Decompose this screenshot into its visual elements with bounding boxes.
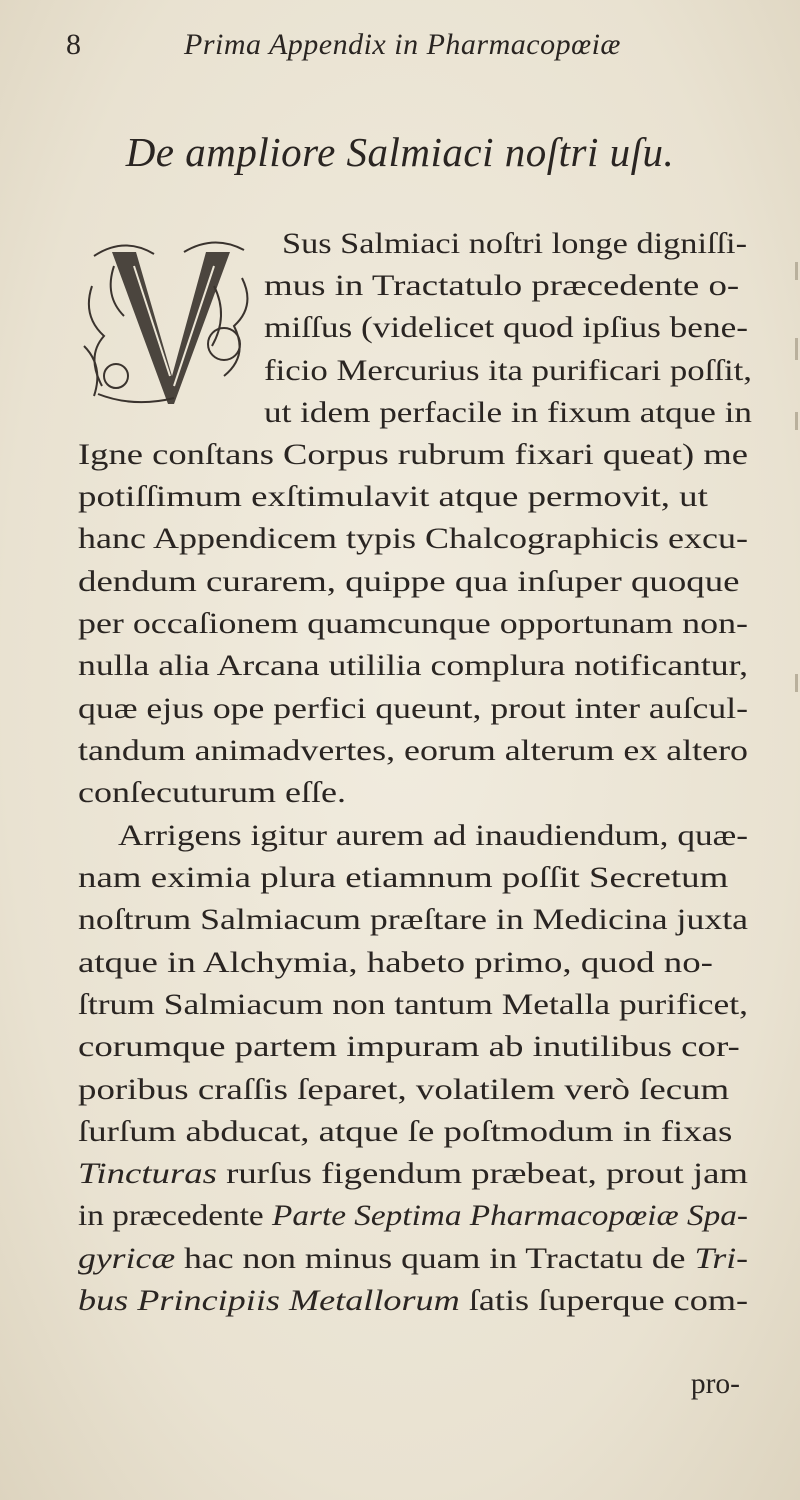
text-segment: gyricæ [78, 1243, 176, 1275]
text-segment: in præcedente [78, 1200, 273, 1232]
text-segment: hac non minus quam in Tractatu de [175, 1243, 695, 1275]
text-segment: Tri- [694, 1243, 748, 1275]
text-line [78, 652, 748, 682]
text-line [78, 737, 748, 767]
text-segment: hanc Appendicem typis Chalcographicis excu- [78, 523, 748, 555]
text-line [264, 399, 752, 429]
text-segment: dendum curarem, quippe qua inſuper quoque [78, 566, 740, 598]
text-segment: Arrigens igitur aurem ad inaudiendum, quæ- [118, 820, 748, 852]
text-line [78, 441, 748, 471]
text-segment: tandum animadvertes, eorum alterum ex altero [78, 735, 748, 767]
decorated-initial-v-icon [74, 226, 262, 416]
text-segment: Parte Septima Pharmacopœiæ Spa- [272, 1200, 748, 1232]
text-segment: quæ ejus ope perfici queunt, prout inter auſcul- [78, 693, 749, 725]
text-segment: ſatis ſuperque com- [459, 1285, 748, 1317]
text-segment: noſtrum Salmiacum præſtare in Medicina juxta [78, 904, 748, 936]
text-line [78, 483, 708, 513]
text-line [78, 864, 728, 894]
text-segment: ſtrum Salmiacum non tantum Metalla purificet, [78, 989, 748, 1021]
text-segment: ut idem perfacile in fixum atque in [264, 397, 752, 429]
text-line [78, 949, 713, 979]
text-segment: ficio Mercurius ita purificari poſſit, [264, 355, 752, 387]
text-segment: corumque partem impuram ab inutilibus cor- [78, 1031, 740, 1063]
text-segment: conſecuturum eſſe. [78, 777, 346, 809]
page-edge-mark [795, 412, 798, 430]
text-segment: per occaſionem quamcunque opportunam non- [78, 608, 748, 640]
text-segment: Igne conſtans Corpus rubrum fixari queat) me [78, 439, 749, 471]
text-line [78, 695, 748, 725]
text-segment: nam eximia plura etiamnum poſſit Secretum [78, 862, 729, 894]
text-line [264, 314, 748, 344]
text-segment: miſſus (videlicet quod ipſius bene- [264, 312, 748, 344]
page-edge-mark [795, 262, 798, 280]
text-segment: nulla alia Arcana utililia complura notificantur, [78, 650, 748, 682]
text-line [78, 1202, 748, 1232]
text-line [78, 991, 748, 1021]
text-line [78, 1118, 732, 1148]
text-line [282, 230, 747, 260]
running-title: Prima Appendix in Pharmacopœiæ [184, 28, 621, 61]
page-header [66, 28, 746, 72]
text-line [78, 568, 740, 598]
text-line [264, 272, 739, 302]
text-line [78, 1033, 740, 1063]
page-edge-mark [795, 338, 798, 360]
text-segment: mus in Tractatulo præcedente o- [264, 270, 740, 302]
text-line [78, 906, 748, 936]
page-number: 8 [66, 28, 81, 61]
text-line [78, 610, 748, 640]
text-line [78, 779, 346, 809]
catchword: pro- [690, 1368, 740, 1400]
text-segment: potiſſimum exſtimulavit atque permovit, ut [78, 481, 708, 513]
text-line [78, 1245, 748, 1275]
text-segment: atque in Alchymia, habeto primo, quod no- [78, 947, 713, 979]
text-segment: bus Principiis Metallorum [78, 1285, 460, 1317]
text-line [78, 525, 748, 555]
text-segment: Tincturas [78, 1158, 217, 1190]
text-segment: poribus craſſis ſeparet, volatilem verò ſecum [78, 1074, 730, 1106]
text-segment: Sus Salmiaci noſtri longe digniſſi- [282, 228, 747, 260]
decorated-initial [74, 226, 262, 416]
section-title: De ampliore Salmiaci noſtri uſu. [125, 129, 675, 175]
text-segment: rurſus figendum præbeat, prout jam [216, 1158, 748, 1190]
text-line [264, 357, 752, 387]
text-line [118, 822, 748, 852]
text-segment: ſurſum abducat, atque ſe poſtmodum in fixas [78, 1116, 733, 1148]
page-edge-mark [795, 674, 798, 692]
text-line [78, 1287, 748, 1317]
text-line [78, 1076, 729, 1106]
text-line [78, 1160, 748, 1190]
